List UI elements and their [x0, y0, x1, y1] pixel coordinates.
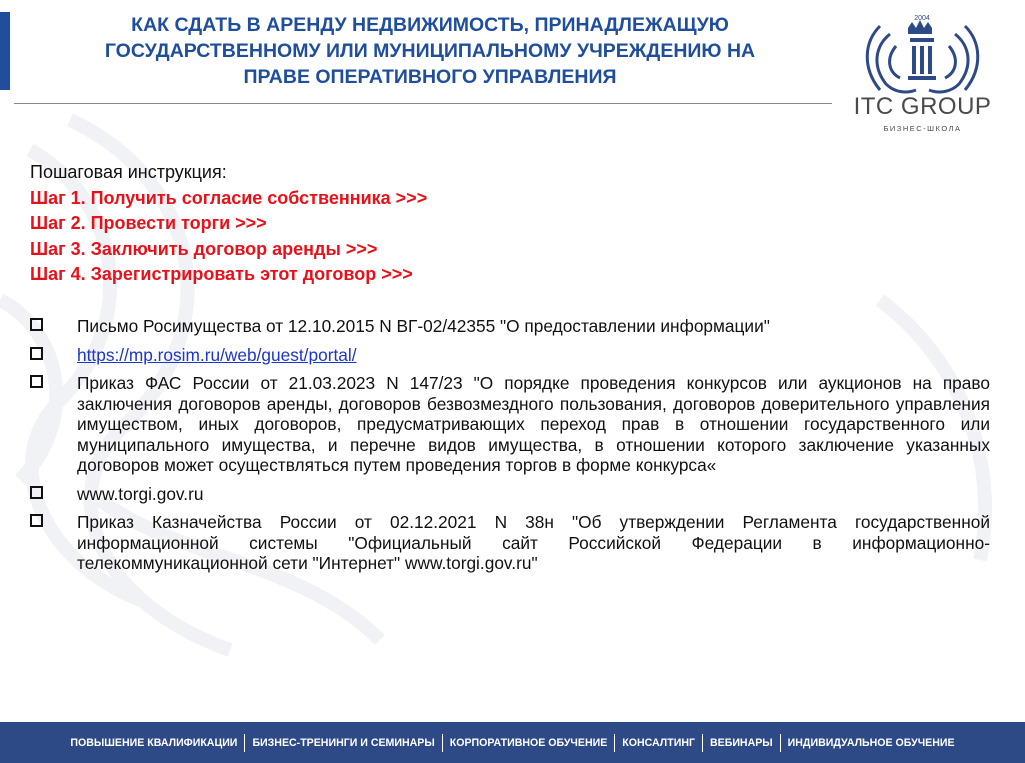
step-3-link[interactable]: Шаг 3. Заключить договор аренды >>>	[30, 238, 378, 259]
footer-item-qualification[interactable]: ПОВЫШЕНИЕ КВАЛИФИКАЦИИ	[70, 736, 238, 749]
checkbox-bullet-icon	[30, 375, 43, 388]
footer-divider	[442, 734, 443, 752]
reference-text: www.torgi.gov.ru	[77, 483, 204, 504]
title-line-2: ГОСУДАРСТВЕННОМУ ИЛИ МУНИЦИПАЛЬНОМУ УЧРЕЖДЕНИЮ НА	[104, 40, 756, 62]
reference-text: Письмо Росимущества от 12.10.2015 N ВГ-02/42355 "О предоставлении информации"	[77, 316, 770, 336]
footer-divider	[614, 734, 615, 752]
left-accent-bar	[0, 12, 10, 90]
checkbox-bullet-icon	[30, 347, 43, 360]
steps-block	[30, 160, 427, 288]
title-line-3: ПРАВЕ ОПЕРАТИВНОГО УПРАВЛЕНИЯ	[243, 66, 617, 88]
list-item	[30, 345, 990, 366]
list-item	[30, 316, 990, 337]
logo-subtitle: БИЗНЕС-ШКОЛА	[883, 124, 962, 133]
reference-text: Приказ Казначейства России от 02.12.2021 N 38н "Об утверждении Регламента государственной информационной системы "Официальный сайт Российской Федерации в информационно-телекоммуникационной сети "Интернет" www.torgi.gov.ru"	[77, 512, 990, 573]
step-1-link[interactable]: Шаг 1. Получить согласие собственника >>>	[30, 187, 428, 208]
page-title	[30, 12, 830, 90]
references-list	[30, 316, 990, 582]
list-item	[30, 373, 990, 476]
footer-divider	[702, 734, 703, 752]
reference-text: Приказ ФАС России от 21.03.2023 N 147/23 "О порядке проведения конкурсов или аукционов на право заключения договоров аренды, договоров безвозмездного пользования, договоров доверительного управления имуществом, иных договоров, предусматривающих переход прав в отношении государственного или муниципального имущества, и перечне видов имущества, в отношении которого заключение указанных договоров может осуществляться путем проведения торгов в форме конкурса«	[77, 373, 990, 475]
steps-intro: Пошаговая инструкция:	[30, 162, 227, 182]
checkbox-bullet-icon	[30, 514, 43, 527]
logo-year: 2004	[914, 15, 930, 22]
logo-name: ITC GROUP	[853, 93, 992, 120]
list-item	[30, 512, 990, 574]
footer-bar	[0, 722, 1025, 763]
checkbox-bullet-icon	[30, 318, 43, 331]
footer-item-corporate[interactable]: КОРПОРАТИВНОЕ ОБУЧЕНИЕ	[449, 736, 608, 749]
list-item	[30, 484, 990, 505]
footer-item-individual[interactable]: ИНДИВИДУАЛЬНОЕ ОБУЧЕНИЕ	[787, 736, 955, 749]
title-line-1: КАК СДАТЬ В АРЕНДУ НЕДВИЖИМОСТЬ, ПРИНАДЛЕЖАЩУЮ	[131, 14, 729, 36]
header-divider	[14, 103, 832, 104]
footer-item-trainings[interactable]: БИЗНЕС-ТРЕНИНГИ И СЕМИНАРЫ	[252, 736, 435, 749]
checkbox-bullet-icon	[30, 486, 43, 499]
rosim-portal-link[interactable]: https://mp.rosim.ru/web/guest/portal/	[77, 344, 357, 365]
step-4-link[interactable]: Шаг 4. Зарегистрировать этот договор >>>	[30, 264, 413, 284]
step-2-link[interactable]: Шаг 2. Провести торги >>>	[30, 213, 267, 233]
footer-divider	[780, 734, 781, 752]
footer-item-consulting[interactable]: КОНСАЛТИНГ	[622, 736, 695, 749]
footer-divider	[244, 734, 245, 752]
footer-item-webinars[interactable]: ВЕБИНАРЫ	[709, 736, 773, 749]
